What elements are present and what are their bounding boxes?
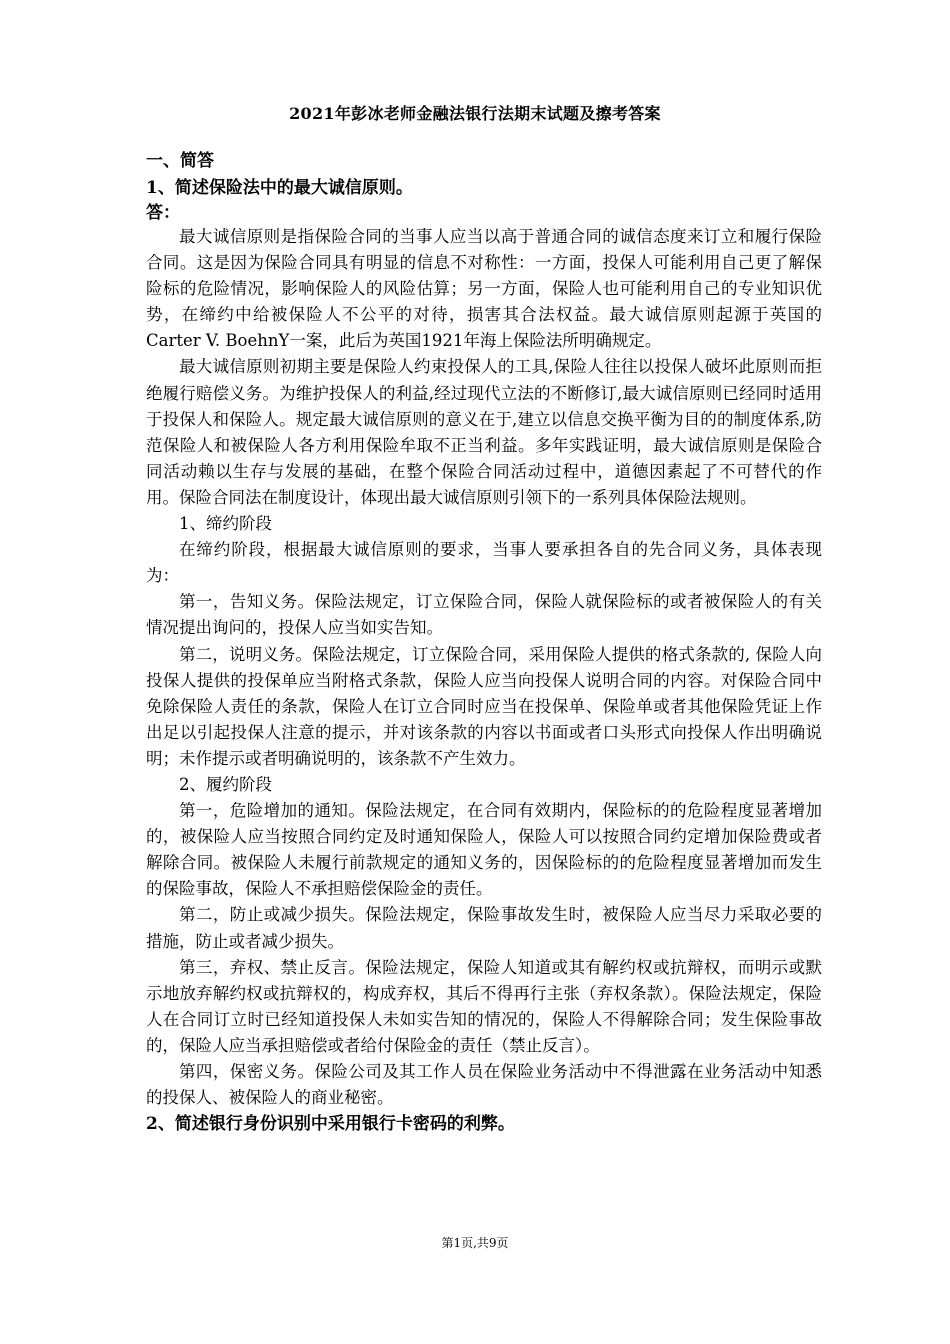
section-heading: 一、简答 — [146, 151, 214, 171]
paragraph: 最大诚信原则初期主要是保险人约束投保人的工具,保险人往往以投保人破坏此原则而拒绝履行赔偿义务。为维护投保人的利益,经过现代立法的不断修订,最大诚信原则已经同时适用于投保人和保险人。规定最大诚信原则的意义在于,建立以信息交换平衡为目的的制度体系,防范保险人和被保险人各方利用保险牟取不正当利益。多年实践证明，最大诚信原则是保险合同活动赖以生存与发展的基础，在整个保险合同活动过程中，道德因素起了不可替代的作用。保险合同法在制度设计，体现出最大诚信原则引领下的一系列具体保险法规则。 — [146, 357, 822, 507]
paragraph: 最大诚信原则是指保险合同的当事人应当以高于普通合同的诚信态度来订立和履行保险合同。这是因为保险合同具有明显的信息不对称性：一方面，投保人可能利用自己更了解保险标的危险情况，影响保险人的风险估算；另一方面，保险人也可能利用自己的专业知识优势，在缔约中给被保险人不公平的对待，损害其合法权益。最大诚信原则起源于英国的Carter V. BoehnY一案，此后为英国1921年海上保险法所明确规定。 — [146, 227, 822, 351]
question-2-heading: 2、简述银行身份识别中采用银行卡密码的利弊。 — [146, 1114, 515, 1135]
document-title: 2021年彭冰老师金融法银行法期末试题及擦考答案 — [289, 104, 661, 123]
document-body — [146, 148, 822, 1138]
answer-label: 答： — [146, 203, 180, 223]
paragraph: 第四，保密义务。保险公司及其工作人员在保险业务活动中不得泄露在业务活动中知悉的投保人、被保险人的商业秘密。 — [146, 1062, 822, 1108]
page-footer: 第1页,共9页 — [441, 1236, 509, 1250]
paragraph: 第一，告知义务。保险法规定，订立保险合同，保险人就保险标的或者被保险人的有关情况提出询问的，投保人应当如实告知。 — [146, 592, 822, 638]
paragraph: 第二，说明义务。保险法规定，订立保险合同，采用保险人提供的格式条款的, 保险人向投保人提供的投保单应当附格式条款，保险人应当向投保人说明合同的内容。对保险合同中免除保险人责任的条款，保险人在订立合同时应当在投保单、保险单或者其他保险凭证上作出足以引起投保人注意的提示，并对该条款的内容以书面或者口头形式向投保人作出明确说明；未作提示或者明确说明的，该条款不产生效力。 — [146, 644, 822, 768]
paragraph: 第二，防止或减少损失。保险法规定，保险事故发生时，被保险人应当尽力采取必要的措施，防止或者减少损失。 — [146, 905, 822, 951]
question-1-heading: 1、简述保险法中的最大诚信原则。 — [146, 178, 413, 198]
subsection-heading: 2、履约阶段 — [179, 774, 272, 794]
paragraph: 第一，危险增加的通知。保险法规定，在合同有效期内，保险标的的危险程度显著增加的，被保险人应当按照合同约定及时通知保险人，保险人可以按照合同约定增加保险费或者解除合同。被保险人未履行前款规定的通知义务的，因保险标的的危险程度显著增加而发生的保险事故，保险人不承担赔偿保险金的责任。 — [146, 801, 822, 899]
paragraph: 在缔约阶段，根据最大诚信原则的要求，当事人要承担各自的先合同义务，具体表现为： — [146, 540, 822, 586]
subsection-heading: 1、缔约阶段 — [179, 514, 272, 534]
paragraph: 第三，弃权、禁止反言。保险法规定，保险人知道或其有解约权或抗辩权，而明示或默示地放弃解约权或抗辩权的，构成弃权，其后不得再行主张（弃权条款）。保险法规定，保险人在合同订立时已经知道投保人未如实告知的情况的，保险人不得解除合同；发生保险事故的，保险人应当承担赔偿或者给付保险金的责任（禁止反言）。 — [146, 957, 822, 1055]
